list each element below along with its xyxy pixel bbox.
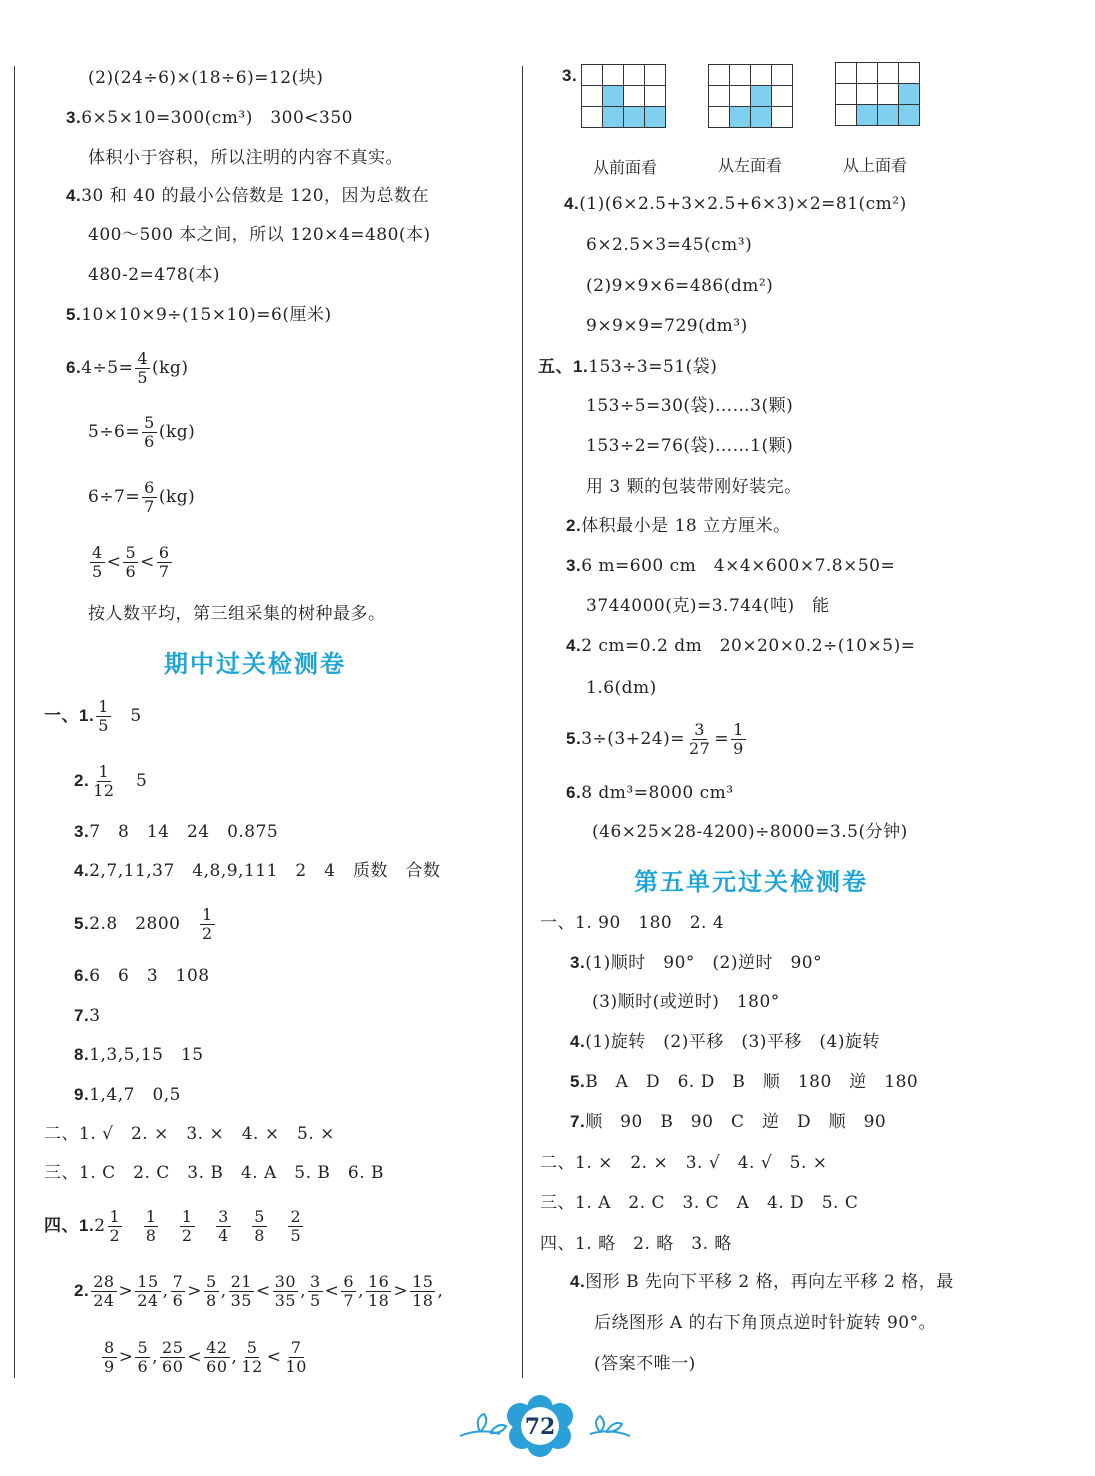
- comparison-symbol: <: [324, 1281, 340, 1301]
- left-margin-line: [14, 66, 15, 1378]
- answer-line: 二、1. × 2. × 3. √ 4. √ 5. ×: [540, 1153, 828, 1173]
- answer-line: 4.(1)旋转 (2)平移 (3)平移 (4)旋转: [570, 1032, 881, 1052]
- fraction: $\frac{42}{60}$: [206, 1338, 228, 1376]
- answer-line: 用 3 颗的包装带刚好装完。: [586, 477, 802, 497]
- comparison-symbol: >: [393, 1281, 409, 1301]
- fraction: $\frac{30}{35}$: [274, 1272, 297, 1310]
- answer-line: 4.2,7,11,37 4,8,9,111 2 4 质数 合数: [74, 861, 441, 881]
- comparison-symbol: ,: [231, 1347, 238, 1367]
- comparison-symbol: ,: [220, 1281, 227, 1301]
- answer-line: (答案不唯一): [594, 1354, 696, 1374]
- answer-line: (3)顺时(或逆时) 180°: [592, 992, 780, 1012]
- fraction: $\frac{1}{2}$: [109, 1207, 121, 1245]
- answer-line: 5.3÷(3+24)= $\frac{3}{27}$ = $\frac{1}{9}$: [566, 720, 744, 758]
- fraction: $\frac{5}{6}$: [137, 1338, 149, 1376]
- fraction: $\frac{28}{24}$: [93, 1272, 115, 1310]
- answer-line: 按人数平均，第三组采集的树种最多。: [88, 604, 386, 624]
- fraction: $\frac{16}{18}$: [368, 1272, 390, 1310]
- answer-line: 2. $\frac{28}{24}$ > $\frac{15}{24}$ , $\frac{7}{6}$ > $\frac{5}{8}$ , $\frac{21}{35}$ < $\frac{30}{35}$ , $\frac{3}{5}$ < $\frac{6}{7}$ , $\frac{16}{18}$ > $\frac{15}{18}$ ,: [74, 1272, 444, 1310]
- answer-line: 4.(1)(6×2.5+3×2.5+6×3)×2=81(cm²): [564, 194, 907, 214]
- grid-top-view: [835, 62, 920, 126]
- answer-line: 153÷2=76(袋)……1(颗): [586, 436, 794, 456]
- answer-line: 4.图形 B 先向下平移 2 格，再向左平移 2 格，最: [570, 1272, 954, 1292]
- answer-line: 5.10×10×9÷(15×10)=6(厘米): [66, 305, 332, 325]
- answer-line: (46×25×28-4200)÷8000=3.5(分钟): [592, 822, 908, 842]
- comparison-symbol: ,: [152, 1347, 159, 1367]
- answer-line: 1.6(dm): [586, 678, 657, 698]
- answer-line: 2.体积最小是 18 立方厘米。: [566, 516, 791, 536]
- answer-line: 5÷6= $\frac{5}{6}$ (kg): [88, 413, 196, 451]
- fraction: $\frac{5}{8}$: [254, 1207, 265, 1245]
- comparison-symbol: ,: [437, 1281, 444, 1301]
- fraction: $\frac{7}{6}$: [172, 1272, 184, 1310]
- fraction-compare-list: [100, 1338, 311, 1376]
- fraction: $\frac{3}{4}$: [218, 1207, 229, 1245]
- answer-line: 三、1. A 2. C 3. C A 4. D 5. C: [540, 1193, 859, 1213]
- answer-line: 二、1. √ 2. × 3. × 4. × 5. ×: [44, 1124, 335, 1144]
- fraction-compare-list: [89, 1272, 444, 1310]
- answer-line: 7.顺 90 B 90 C 逆 D 顺 90: [570, 1112, 887, 1132]
- section-title-unit5: 第五单元过关检测卷: [634, 868, 868, 896]
- answer-line: 5.B A D 6. D B 顺 180 逆 180: [570, 1072, 919, 1092]
- answer-line: 3.(1)顺时 90° (2)逆时 90°: [570, 953, 823, 973]
- comparison-symbol: <: [255, 1281, 271, 1301]
- column-divider: [522, 66, 523, 1378]
- answer-line: 三、1. C 2. C 3. B 4. A 5. B 6. B: [44, 1163, 385, 1183]
- answer-line: 9.1,4,7 0,5: [74, 1085, 181, 1105]
- answer-line: 153÷5=30(袋)……3(颗): [586, 396, 794, 416]
- answer-line: 3.6 m=600 cm 4×4×600×7.8×50=: [566, 556, 896, 576]
- page-number-badge: [440, 1388, 660, 1458]
- fraction: $\frac{8}{9}$: [104, 1338, 115, 1376]
- answer-line: 7.3: [74, 1006, 101, 1026]
- fraction: $\frac{2}{5}$: [290, 1207, 302, 1245]
- page-number: 72: [524, 1414, 556, 1440]
- fraction: $\frac{5}{12}$: [241, 1338, 263, 1376]
- answer-line: [100, 1334, 311, 1380]
- grid-left-view: [708, 64, 793, 128]
- fraction: $\frac{7}{10}$: [285, 1338, 307, 1376]
- answer-line: (2)(24÷6)×(18÷6)=12(块): [88, 68, 324, 88]
- answer-line: 8.1,3,5,15 15: [74, 1045, 204, 1065]
- answer-line: 3.6×5×10=300(cm³) 300<350: [66, 108, 353, 128]
- fraction: $\frac{15}{18}$: [412, 1272, 434, 1310]
- answer-line: 6.4÷5= $\frac{4}{5}$ (kg): [66, 349, 189, 387]
- comparison-symbol: ,: [358, 1281, 364, 1301]
- left-sprout-icon: [460, 1414, 506, 1436]
- answer-line: 9×9×9=729(dm³): [586, 316, 748, 336]
- fraction: $\frac{3}{5}$: [309, 1272, 321, 1310]
- comparison-symbol: >: [187, 1281, 202, 1301]
- answer-line: 一、1. 90 180 2. 4: [540, 913, 725, 933]
- fraction: $\frac{21}{35}$: [230, 1272, 252, 1310]
- grid-front-view: [581, 64, 666, 128]
- caption-left-view: 从左面看: [718, 156, 783, 175]
- answer-line: 四、1. 略 2. 略 3. 略: [540, 1234, 732, 1254]
- answer-line: 480-2=478(本): [88, 265, 220, 285]
- comparison-symbol: ,: [162, 1281, 169, 1301]
- comparison-symbol: >: [118, 1347, 134, 1367]
- section-title-midterm: 期中过关检测卷: [164, 650, 346, 678]
- answer-line: 3.7 8 14 24 0.875: [74, 822, 279, 842]
- answer-line: 6×2.5×3=45(cm³): [586, 235, 753, 255]
- answer-line: 后绕图形 A 的右下角顶点逆时针旋转 90°。: [594, 1313, 937, 1333]
- comparison-symbol: ,: [300, 1281, 306, 1301]
- comparison-symbol: <: [187, 1347, 203, 1367]
- answer-line: 一、1. $\frac{1}{5}$ 5: [44, 697, 142, 735]
- answer-line: 4.2 cm=0.2 dm 20×20×0.2÷(10×5)=: [566, 636, 916, 656]
- right-sprout-icon: [590, 1416, 630, 1436]
- answer-line: 体积小于容积，所以注明的内容不真实。: [88, 148, 403, 168]
- answer-line: 3.: [562, 66, 578, 85]
- fraction: $\frac{6}{7}$: [343, 1272, 355, 1310]
- caption-front-view: 从前面看: [593, 158, 658, 177]
- answer-line: 4.30 和 40 的最小公倍数是 120，因为总数在: [66, 186, 430, 206]
- answer-line: 2. $\frac{1}{12}$ 5: [74, 762, 148, 800]
- comparison-symbol: <: [266, 1347, 282, 1367]
- answer-line: 四、1.2 $\frac{1}{2}$ $\frac{1}{8}$ $\frac{1}{2}$ $\frac{3}{4}$ $\frac{5}{8}$ $\frac{2}{5}$: [44, 1203, 305, 1249]
- answer-line: 6.8 dm³=8000 cm³: [566, 783, 734, 803]
- answer-line: $\frac{4}{5}$ < $\frac{5}{6}$ < $\frac{6}{7}$: [92, 543, 170, 581]
- fraction: $\frac{25}{60}$: [162, 1338, 184, 1376]
- answer-line: 五、1.153÷3=51(袋): [538, 357, 718, 377]
- comparison-symbol: >: [118, 1281, 134, 1301]
- fraction: $\frac{15}{24}$: [137, 1272, 159, 1310]
- fraction: $\frac{1}{8}$: [145, 1207, 157, 1245]
- fraction: $\frac{5}{8}$: [206, 1272, 217, 1310]
- answer-line: (2)9×9×6=486(dm²): [586, 276, 774, 296]
- answer-line: 5.2.8 2800 $\frac{1}{2}$: [74, 905, 213, 943]
- caption-top-view: 从上面看: [843, 156, 908, 175]
- answer-line: 400～500 本之间，所以 120×4=480(本): [88, 225, 431, 245]
- answer-line: 6÷7= $\frac{6}{7}$ (kg): [88, 478, 196, 516]
- answer-line: 3744000(克)=3.744(吨) 能: [586, 596, 830, 616]
- answer-line: 6.6 6 3 108: [74, 966, 210, 986]
- fraction: $\frac{1}{2}$: [181, 1207, 193, 1245]
